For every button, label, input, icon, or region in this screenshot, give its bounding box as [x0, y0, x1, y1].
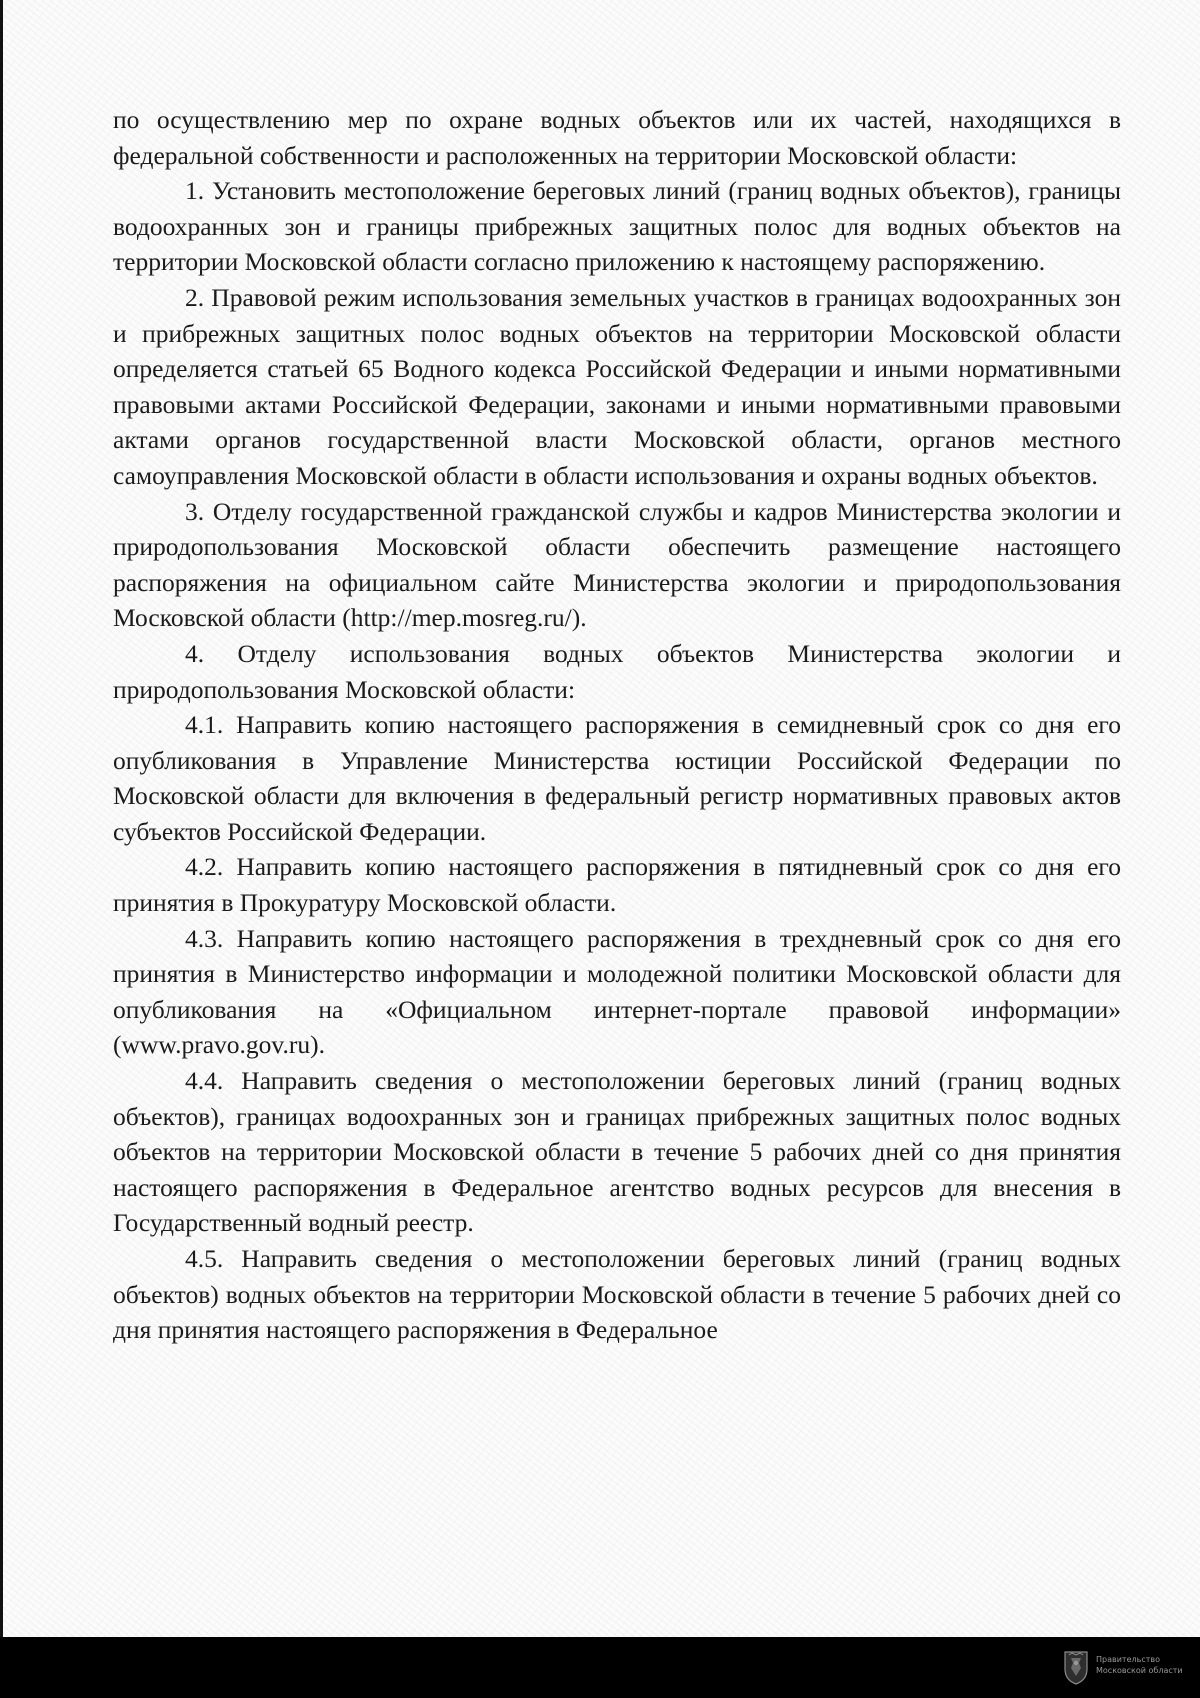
scan-left-edge	[0, 0, 3, 1637]
paragraph-item-1: 1. Установить местоположение береговых линий (границ водных объектов), границы водоохранных зон и границы прибрежных защитных полос для водных объектов на территории Московской области согласно приложению к настоящему распоряжению.	[113, 176, 1121, 277]
paragraph-item-4-2: 4.2. Направить копию настоящего распоряжения в пятидневный срок со дня его принятия в Прокуратуру Московской области.	[113, 852, 1121, 918]
paragraph-item-4-3: 4.3. Направить копию настоящего распоряжения в трехдневный срок со дня его принятия в Министерство информации и молодежной политики Московской области для опубликования на «Официальном интернет-портале правовой информации» (www.pravo.gov.ru).	[113, 923, 1121, 1060]
paragraph-item-2: 2. Правовой режим использования земельных участков в границах водоохранных зон и прибрежных защитных полос водных объектов на территории Московской области определяется статьей 65 Водного кодекса Российской Федерации и иными нормативными правовыми актами Российской Федерации, законами и иными нормативными правовыми актами органов государственной власти Московской области, органов местного самоуправления Московской области в области использования и охраны водных объектов.	[113, 282, 1121, 490]
paragraph-item-4: 4. Отделу использования водных объектов Министерства экологии и природопользования Московской области:	[113, 638, 1121, 704]
paragraph-item-3: 3. Отделу государственной гражданской службы и кадров Министерства экологии и природопользования Московской области обеспечить размещение настоящего распоряжения на официальном сайте Министерства экологии и природопользования Московской области (http://mep.mosreg.ru/).	[113, 496, 1121, 633]
paragraph-item-4-5: 4.5. Направить сведения о местоположении береговых линий (границ водных объектов) водных объектов на территории Московской области в течение 5 рабочих дней со дня принятия настоящего распоряжения в Федеральное	[113, 1244, 1121, 1345]
paragraph-item-4-4: 4.4. Направить сведения о местоположении береговых линий (границ водных объектов), границах водоохранных зон и границах прибрежных защитных полос водных объектов на территории Московской области в течение 5 рабочих дней со дня принятия настоящего распоряжения в Федеральное агентство водных ресурсов для внесения в Государственный водный реестр.	[113, 1066, 1121, 1238]
footer-caption-line-2: Московской области	[1096, 1666, 1183, 1675]
footer-caption	[1096, 1654, 1196, 1676]
footer-bar	[0, 1637, 1200, 1698]
paragraph-item-4-1: 4.1. Направить копию настоящего распоряжения в семидневный срок со дня его опубликования в Управление Министерства юстиции Российской Федерации по Московской области для включения в федеральный регистр нормативных правовых актов субъектов Российской Федерации.	[113, 710, 1121, 846]
paragraph-intro-continuation: по осуществлению мер по охране водных объектов или их частей, находящихся в федеральной собственности и расположенных на территории Московской области:	[113, 105, 1121, 170]
document-body	[113, 102, 1121, 1348]
moscow-oblast-emblem-icon	[1062, 1649, 1090, 1685]
footer-caption-line-1: Правительство	[1096, 1655, 1160, 1664]
